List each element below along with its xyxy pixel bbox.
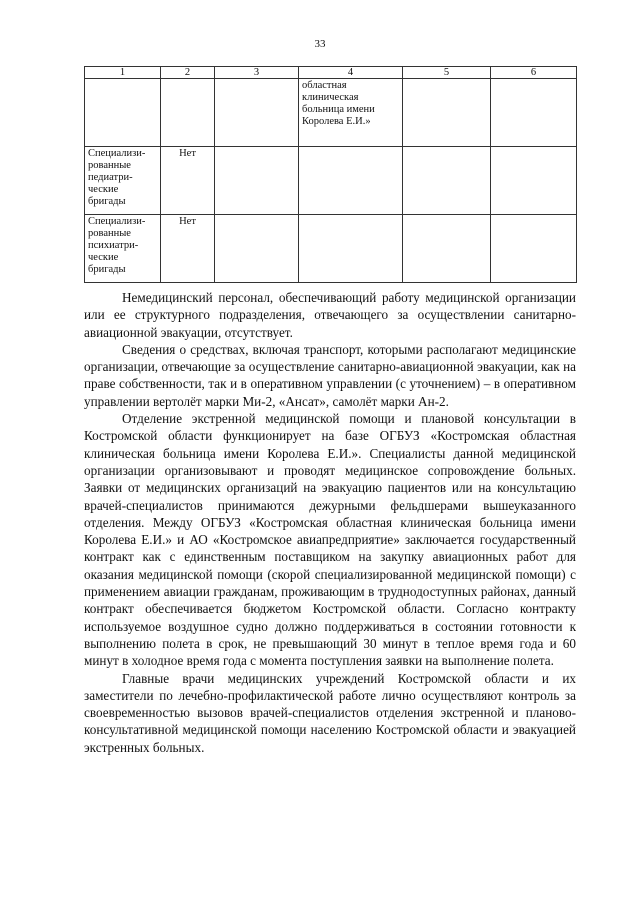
table-cell — [491, 147, 577, 215]
table-cell — [85, 147, 161, 215]
data-table — [84, 66, 577, 283]
cell-line: бригады — [88, 264, 126, 275]
cell-line: ческие — [88, 252, 119, 263]
paragraph: Немедицинский персонал, обеспечивающий работу медицинской организации или ее структурного подразделения, отвечающего за осуществлении санитарно-авиационной эвакуации, отсутствует. — [84, 290, 576, 340]
table-cell — [491, 79, 577, 147]
table-cell — [215, 79, 299, 147]
cell-line: рованные — [88, 160, 131, 171]
table-cell — [491, 215, 577, 283]
table-cell — [215, 215, 299, 283]
cell-line: клиническая — [302, 92, 359, 103]
cell-line: Специализи- — [88, 148, 146, 159]
cell-line: Специализи- — [88, 216, 146, 227]
table-cell — [299, 147, 403, 215]
paragraph: Отделение экстренной медицинской помощи и плановой консультации в Костромской области функционирует на базе ОГБУЗ «Костромская областная клиническая больница имени Королева Е.И.». Специалисты данной медицинской организации организовывают и проводят медицинское сопровождение больных. Заявки от медицинских организаций на эвакуацию пациентов или на консультацию врачей-специалистов принимаются дежурными фельдшерами вышеуказанного отделения. Между ОГБУЗ «Костромская областная клиническая больница имени Королева Е.И.» и АО «Костромское авиапредприятие» заключается государственный контракт как с единственным поставщиком на закупку авиационных работ для оказания медицинской помощи (скорой специализированной медицинской помощи) с применением авиации гражданам, проживающим в труднодоступных районах, данный контракт обеспечивается бюджетом Костромской области. Согласно контракту используемое воздушное судно должно поддерживаться в состоянии готовности к выполнению полета в срок, не превышающий 30 минут в теплое время года и 60 минут в холодное время года с момента поступления заявки на выполнение полета. — [84, 411, 576, 669]
table-cell — [215, 147, 299, 215]
table-header-cell: 4 — [299, 67, 403, 79]
cell-line: областная — [302, 80, 347, 91]
table-row — [85, 147, 577, 215]
table-cell — [403, 79, 491, 147]
cell-line: Королева Е.И.» — [302, 116, 371, 127]
table-cell — [403, 147, 491, 215]
page-number: 33 — [314, 38, 326, 50]
cell-line: психиатри- — [88, 240, 139, 251]
table-cell — [161, 79, 215, 147]
cell-line: педиатри- — [88, 172, 133, 183]
table-cell — [85, 215, 161, 283]
table-row — [85, 79, 577, 147]
table-header-row — [85, 67, 577, 79]
table-header-cell: 6 — [491, 67, 577, 79]
table-cell: Нет — [161, 215, 215, 283]
table-cell: Нет — [161, 147, 215, 215]
table-header-cell: 5 — [403, 67, 491, 79]
cell-line: ческие — [88, 184, 119, 195]
table-header-cell: 2 — [161, 67, 215, 79]
table-cell — [403, 215, 491, 283]
table-cell — [85, 79, 161, 147]
body-text — [84, 289, 576, 756]
cell-line: бригады — [88, 196, 126, 207]
table-header-cell: 3 — [215, 67, 299, 79]
cell-line-text: больница имени — [302, 104, 375, 115]
paragraph: Сведения о средствах, включая транспорт, которыми располагают медицинские организации, отвечающие за осуществление санитарно-авиационной эвакуации, как на праве собственности, так и в оперативном управлении (с уточнением) – в оперативном управлении вертолёт марки Ми-2, «Ансат», самолёт марки Ан-2. — [84, 341, 576, 409]
table-cell — [299, 215, 403, 283]
cell-line — [302, 104, 399, 116]
table-header-cell: 1 — [85, 67, 161, 79]
cell-line: рованные — [88, 228, 131, 239]
table-row — [85, 215, 577, 283]
paragraph: Главные врачи медицинских учреждений Костромской области и их заместители по лечебно-профилактической работе лично осуществляют контроль за своевременностью вызовов врачей-специалистов отделения экстренной и планово-консультативной медицинской помощи населению Костромской области и эвакуацией экстренных больных. — [84, 670, 576, 755]
table-cell — [299, 79, 403, 147]
